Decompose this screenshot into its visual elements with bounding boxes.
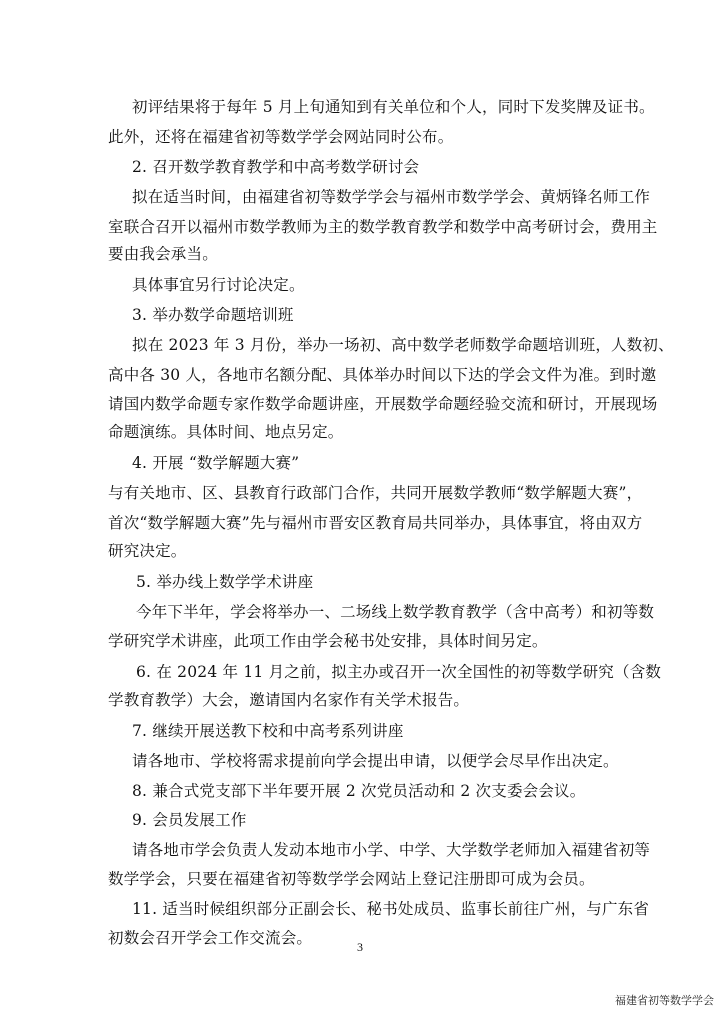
- paragraph-line: 高中各 30 人，各地市名额分配、具体举办时间以下达的学会文件为准。到时邀: [108, 366, 657, 384]
- section-heading: 4. 开展 “数学解题大赛”: [132, 454, 300, 472]
- paragraph-line: 室联合召开以福州市数学教师为主的数学教育教学和数学中高考研讨会，费用主: [108, 218, 658, 236]
- section-heading: 11. 适当时候组织部分正副会长、秘书处成员、监事长前往广州，与广东省: [132, 900, 650, 918]
- watermark: 福建省初等数学学会: [615, 994, 714, 1007]
- section-heading: 7. 继续开展送教下校和中高考系列讲座: [132, 722, 404, 740]
- section-heading: 5. 举办线上数学学术讲座: [136, 573, 314, 591]
- paragraph-line: 学教育教学）大会，邀请国内名家作有关学术报告。: [108, 691, 470, 709]
- paragraph-line: 初评结果将于每年 5 月上旬通知到有关单位和个人，同时下发奖牌及证书。: [132, 98, 655, 116]
- paragraph-line: 研究决定。: [108, 542, 187, 560]
- paragraph-line: 与有关地市、区、县教育行政部门合作，共同开展数学教师“数学解题大赛”，: [108, 484, 643, 502]
- paragraph-line: 请各地市学会负责人发动本地市小学、中学、大学数学老师加入福建省初等: [132, 841, 651, 859]
- section-heading: 9. 会员发展工作: [132, 811, 247, 829]
- paragraph-line: 请各地市、学校将需求提前向学会提出申请，以便学会尽早作出决定。: [132, 752, 619, 770]
- paragraph-line: 请国内数学命题专家作数学命题讲座，开展数学命题经验交流和研讨，开展现场: [108, 395, 658, 413]
- paragraph-line: 命题演练。具体时间、地点另定。: [108, 423, 344, 441]
- section-heading: 2. 召开数学教育教学和中高考数学研讨会: [132, 158, 420, 176]
- paragraph-line: 此外，还将在福建省初等数学学会网站同时公布。: [108, 128, 454, 146]
- paragraph-line: 具体事宜另行讨论决定。: [132, 276, 305, 294]
- paragraph-line: 拟在适当时间，由福建省初等数学学会与福州市数学学会、黄炳锋名师工作: [132, 188, 651, 206]
- page-number: 3: [357, 940, 363, 954]
- paragraph-line: 拟在 2023 年 3 月份，举办一场初、高中数学老师数学命题培训班，人数初、: [132, 336, 674, 354]
- paragraph-line: 学研究学术讲座，此项工作由学会秘书处安排，具体时间另定。: [108, 632, 548, 650]
- section-heading: 6. 在 2024 年 11 月之前，拟主办或召开一次全国性的初等数学研究（含数: [136, 663, 662, 681]
- paragraph-line: 数学学会，只要在福建省初等数学学会网站上登记注册即可成为会员。: [108, 870, 595, 888]
- paragraph-line: 首次“数学解题大赛”先与福州市晋安区教育局共同举办，具体事宜，将由双方: [108, 514, 643, 532]
- section-heading: 8. 兼合式党支部下半年要开展 2 次党员活动和 2 次支委会会议。: [132, 782, 586, 800]
- paragraph-line: 初数会召开学会工作交流会。: [108, 929, 313, 947]
- paragraph-line: 今年下半年，学会将举办一、二场线上数学教育教学（含中高考）和初等数: [136, 603, 655, 621]
- section-heading: 3. 举办数学命题培训班: [132, 306, 294, 324]
- paragraph-line: 要由我会承当。: [108, 245, 218, 263]
